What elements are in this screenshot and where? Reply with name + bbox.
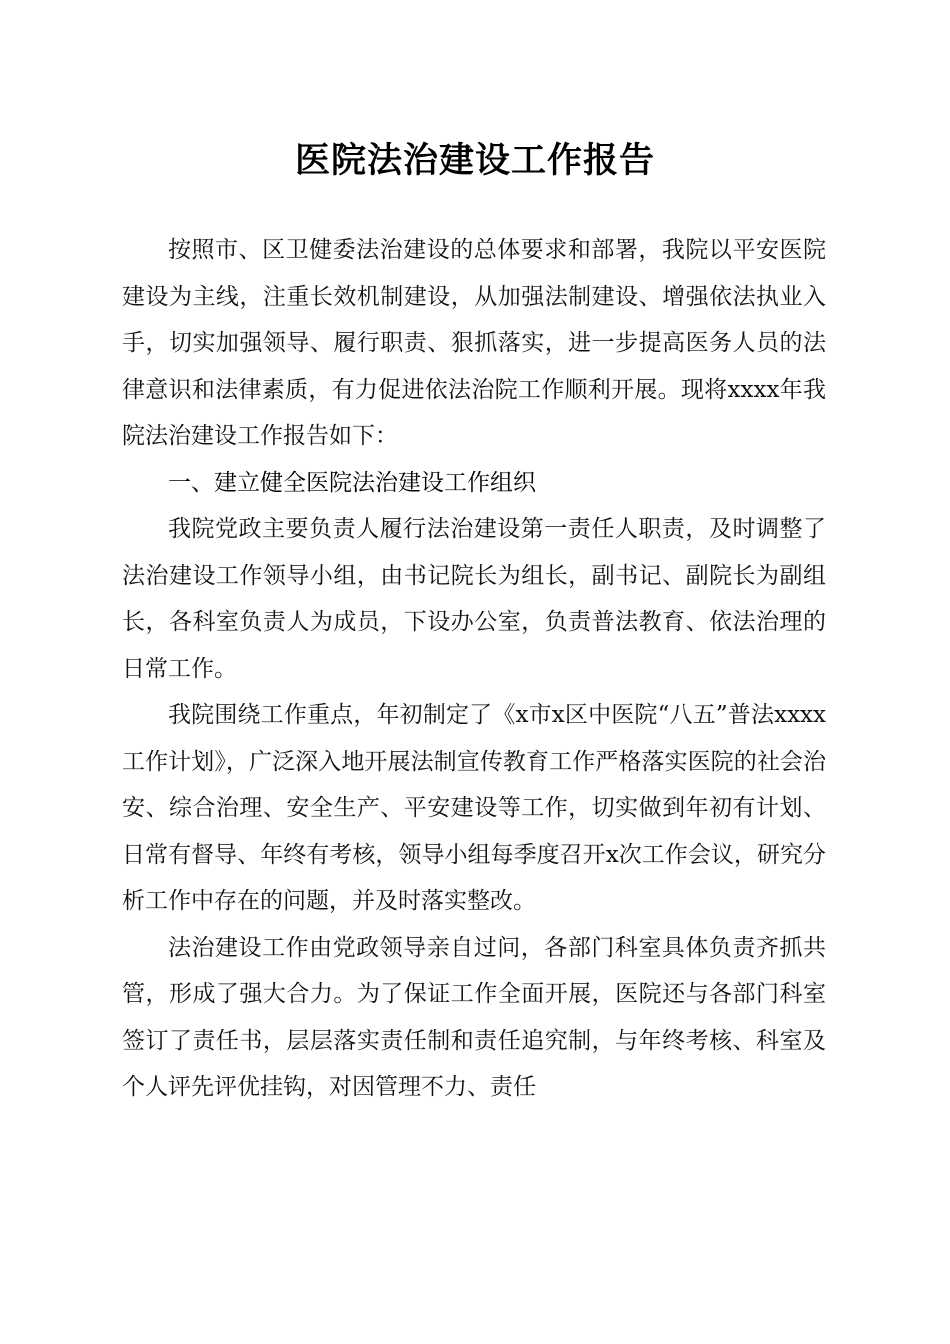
section-1-paragraph-3: 法治建设工作由党政领导亲自过问，各部门科室具体负责齐抓共管，形成了强大合力。为了保证工作全面开展，医院还与各部门科室签订了责任书，层层落实责任制和责任追究制，与年终考核、科室及个人评先评优挂钩，对因管理不力、责任: [122, 934, 826, 1100]
section-1-heading: 一、建立健全医院法治建设工作组织: [168, 469, 536, 496]
intro-paragraph: 按照市、区卫健委法治建设的总体要求和部署，我院以平安医院建设为主线，注重长效机制建设，从加强法制建设、增强依法执业入手，切实加强领导、履行职责、狠抓落实，进一步提高医务人员的法律意识和法律素质，有力促进依法治院工作顺利开展。现将xxxx年我院法治建设工作报告如下：: [122, 237, 826, 449]
section-1-paragraph-1: 我院党政主要负责人履行法治建设第一责任人职责，及时调整了法治建设工作领导小组，由书记院长为组长，副书记、副院长为副组长，各科室负责人为成员，下设办公室，负责普法教育、依法治理的日常工作。: [122, 516, 826, 682]
document-body: [122, 227, 826, 1111]
document-title: 医院法治建设工作报告: [294, 140, 655, 181]
section-1-paragraph-2: 我院围绕工作重点，年初制定了《x市x区中医院“八五”普法xxxx工作计划》，广泛深入地开展法制宣传教育工作严格落实医院的社会治安、综合治理、安全生产、平安建设等工作，切实做到年初有计划、日常有督导、年终有考核，领导小组每季度召开x次工作会议，研究分析工作中存在的问题，并及时落实整改。: [122, 702, 826, 914]
